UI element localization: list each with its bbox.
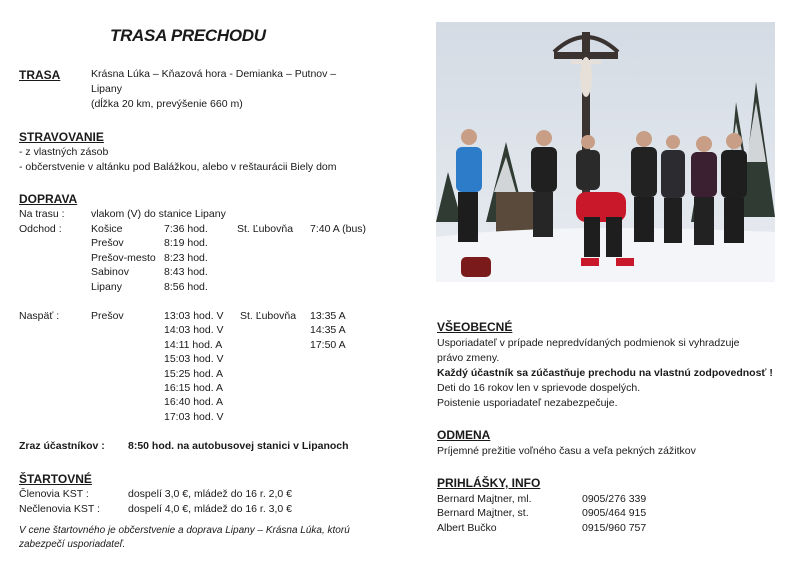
odchod-time: 7:36 hod. [164,223,208,235]
trasa-heading: TRASA [19,68,61,82]
doprava-heading: DOPRAVA [19,192,78,206]
naspat-time: 16:15 hod. A [164,382,223,395]
odchod-time: 8:56 hod. [164,280,208,293]
odchod-time: 8:43 hod. [164,266,208,279]
trasa-line1: Krásna Lúka – Kňazová hora - Demianka – Putnov – [91,68,337,80]
naspat-alt-time: 14:35 A [310,324,346,337]
startovne-heading: ŠTARTOVNÉ [19,472,92,486]
naspat-time: 16:40 hod. A [164,396,223,409]
odchod-place: Prešov [91,237,124,250]
vseobecne-line2: právo zmeny. [437,352,500,364]
odchod-alt-place: St. Ľubovňa [237,223,294,235]
odmena-heading: ODMENA [437,428,491,442]
contact-phone: 0905/276 339 [582,493,647,505]
odchod-times [164,222,208,294]
vseobecne-heading: VŠEOBECNÉ [437,320,513,334]
naspat-alt-place: St. Ľubovňa [240,310,297,322]
startovne-note-line1: V cene štartovného je občerstvenie a doprava Lipany – Krásna Lúka, ktorú [19,525,350,536]
naspat-time: 14:03 hod. V [164,324,224,337]
naspat-time: 14:11 hod. A [164,338,223,351]
na-trasu-value: vlakom (V) do stanice Lipany [91,208,226,220]
odmena-line1: Príjemné prežitie voľného času a veľa pekných zážitkov [437,445,696,457]
page-title: TRASA PRECHODU [110,26,266,45]
odchod-place: Lipany [91,280,122,293]
vseobecne-line4: Deti do 16 rokov len v sprievode dospelých. [437,382,641,394]
contact-name: Bernard Majtner, st. [437,507,529,520]
odchod-alt-time: 7:40 A (bus) [310,223,367,235]
naspat-times [164,309,224,424]
odchod-place: Sabinov [91,266,129,279]
odchod-place: Košice [91,223,123,235]
contact-name: Bernard Majtner, ml. [437,493,532,505]
stravovanie-line1: - z vlastných zásob [19,146,109,158]
naspat-place: Prešov [91,310,124,322]
vseobecne-line3: Každý účastník sa zúčastňuje prechodu na vlastnú zodpovednosť ! [437,367,773,379]
contact-names [437,492,532,535]
contact-phones [582,492,646,535]
odchod-time: 8:23 hod. [164,251,208,264]
odchod-label: Odchod : [19,223,62,235]
naspat-time: 15:03 hod. V [164,353,224,366]
contact-name: Albert Bučko [437,521,497,534]
trasa-line2: Lipany [91,83,122,95]
contact-phone: 0915/960 757 [582,521,647,534]
clenovia-value: dospelí 3,0 €, mládež do 16 r. 2,0 € [128,488,293,500]
naspat-time: 17:03 hod. V [164,410,224,423]
naspat-alt-time: 17:50 A [310,338,346,351]
trasa-line3: (dĺžka 20 km, prevýšenie 660 m) [91,98,243,110]
naspat-label: Naspäť : [19,310,60,322]
na-trasu-label: Na trasu : [19,208,65,220]
odchod-places [91,222,156,294]
neclenovia-label: Nečlenovia KST : [19,503,100,515]
group-photo [436,22,775,282]
startovne-note-line2: zabezpečí usporiadateľ. [19,539,126,550]
odchod-time: 8:19 hod. [164,237,208,250]
clenovia-label: Členovia KST : [19,488,89,500]
vseobecne-line5: Poistenie usporiadateľ nezabezpečuje. [437,397,618,409]
naspat-alt-time: 13:35 A [310,310,346,322]
naspat-time: 15:25 hod. A [164,367,223,380]
odchod-place: Prešov-mesto [91,251,156,264]
zraz-label: Zraz účastníkov : [19,440,105,452]
neclenovia-value: dospelí 4,0 €, mládež do 16 r. 3,0 € [128,503,293,515]
zraz-value: 8:50 hod. na autobusovej stanici v Lipanoch [128,440,349,452]
naspat-time: 13:03 hod. V [164,310,224,322]
vseobecne-line1: Usporiadateľ v prípade nepredvídaných podmienok si vyhradzuje [437,337,740,349]
prihlasky-heading: PRIHLÁŠKY, INFO [437,476,541,490]
naspat-alt-times [310,309,346,352]
stravovanie-line2: - občerstvenie v altánku pod Balážkou, alebo v reštaurácii Biely dom [19,161,337,173]
contact-phone: 0905/464 915 [582,507,647,520]
stravovanie-heading: STRAVOVANIE [19,130,104,144]
